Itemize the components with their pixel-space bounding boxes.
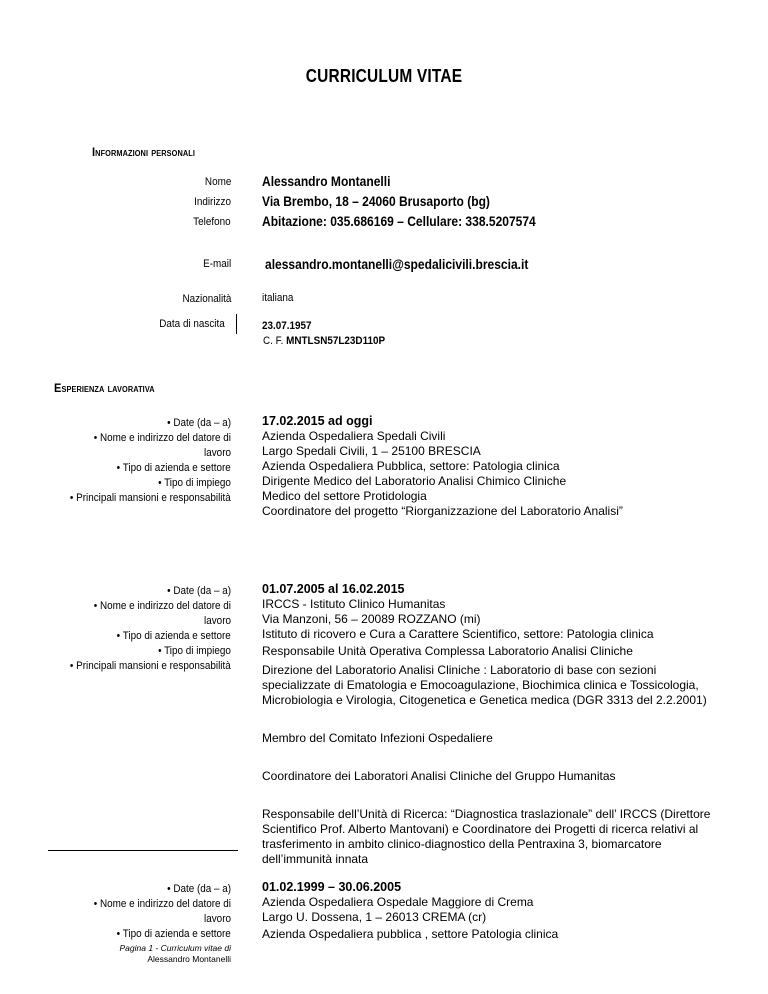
label-date-1: • Date (da – a) (167, 417, 231, 429)
footer-line-1: Pagina 1 - Curriculum vitae di (119, 943, 231, 953)
label-email: E-mail (202, 258, 231, 270)
label-telefono: Telefono (193, 216, 231, 228)
label-nascita: Data di nascita (159, 318, 225, 330)
company-type: Istituto di ricovero e Cura a Carattere Scientifico, settore: Patologia clinica (262, 627, 654, 641)
employer-name: IRCCS - Istituto Clinico Humanitas (262, 597, 446, 611)
label-nazionalita: Nazionalità (182, 293, 231, 305)
company-type: Azienda Ospedaliera pubblica , settore Patologia clinica (262, 927, 559, 941)
footer-line-2: Alessandro Montanelli (147, 954, 231, 964)
duty: Responsabile dell’Unità di Ricerca: “Diagnostica traslazionale” dell’ IRCCS (Direttore Scientifico Prof. Alberto Mantovani) e Coordinatore dei Progetti di ricerca relativi al trasferimento in ambito clinico-diagnostico della Pentraxina 3, biomarcatore dell’immunità innata (262, 807, 711, 866)
entry-date: 17.02.2015 ad oggi (262, 414, 373, 428)
label-duties-2: • Principali mansioni e responsabilità (70, 660, 231, 672)
label-date-2: • Date (da – a) (167, 585, 231, 597)
company-type: Azienda Ospedaliera Pubblica, settore: Patologia clinica (262, 459, 560, 473)
section-divider (48, 850, 238, 851)
job-type: Dirigente Medico del Laboratorio Analisi Chimico Cliniche (262, 474, 567, 488)
label-employer-1: • Nome e indirizzo del datore di lavoro (93, 432, 232, 459)
employer-name: Azienda Ospedaliera Ospedale Maggiore di Crema (262, 895, 534, 909)
cf-prefix: C. F. (263, 335, 284, 347)
label-job-1: • Tipo di impiego (158, 477, 231, 489)
document-title: CURRICULUM VITAE (305, 66, 463, 86)
duty: Membro del Comitato Infezioni Ospedaliere (262, 731, 493, 745)
label-employer-3: • Nome e indirizzo del datore di lavoro (93, 898, 232, 925)
birthdate-divider (236, 314, 237, 334)
page-footer (120, 943, 232, 965)
employer-address: Largo Spedali Civili, 1 – 25100 BRESCIA (262, 444, 481, 458)
label-type-1: • Tipo di azienda e settore (116, 462, 231, 474)
entry-date: 01.07.2005 al 16.02.2015 (262, 582, 405, 596)
label-job-2: • Tipo di impiego (158, 645, 231, 657)
duty: Coordinatore del progetto “Riorganizzazione del Laboratorio Analisi” (262, 504, 623, 518)
entry-date: 01.02.1999 – 30.06.2005 (262, 880, 402, 894)
employer-name: Azienda Ospedaliera Spedali Civili (262, 429, 446, 443)
employer-address: Largo U. Dossena, 1 – 26013 CREMA (cr) (262, 910, 487, 924)
value-nazionalita: italiana (262, 292, 294, 304)
experience-entry-3 (262, 880, 718, 942)
experience-heading: Esperienza lavorativa (54, 381, 155, 395)
duty: Direzione del Laboratorio Analisi Cliniche : Laboratorio di base con sezioni specializzate di Ematologia e Emocoagulazione, Biochimica clinica e Tossicologia, Microbiologia e Virologia, Citogenetica e Genetica medica (DGR 3313 del 2.2.2001) (262, 663, 707, 707)
value-indirizzo: Via Brembo, 18 – 24060 Brusaporto (bg) (262, 193, 490, 209)
label-type-2: • Tipo di azienda e settore (116, 630, 231, 642)
experience-entry-1 (262, 414, 718, 519)
label-type-3: • Tipo di azienda e settore (116, 928, 231, 940)
job-type: Responsabile Unità Operativa Complessa Laboratorio Analisi Cliniche (262, 644, 633, 658)
value-cf: MNTLSN57L23D110P (286, 335, 386, 347)
duty: Coordinatore dei Laboratori Analisi Cliniche del Gruppo Humanitas (262, 769, 616, 783)
label-date-3: • Date (da – a) (167, 883, 231, 895)
employer-address: Via Manzoni, 56 – 20089 ROZZANO (mi) (262, 612, 481, 626)
experience-entry-2 (262, 582, 718, 867)
label-duties-1: • Principali mansioni e responsabilità (70, 492, 231, 504)
duty: Medico del settore Protidologia (262, 489, 427, 503)
value-nome: Alessandro Montanelli (262, 173, 391, 189)
value-email: alessandro.montanelli@spedalicivili.brescia.it (265, 256, 529, 272)
personal-info-heading: Informazioni personali (92, 145, 196, 159)
value-cf-line (263, 335, 385, 347)
value-nascita: 23.07.1957 (262, 320, 312, 332)
label-indirizzo: Indirizzo (194, 196, 231, 208)
label-nome: Nome (204, 176, 231, 188)
label-employer-2: • Nome e indirizzo del datore di lavoro (93, 600, 232, 627)
value-telefono: Abitazione: 035.686169 – Cellulare: 338.5207574 (262, 213, 536, 229)
